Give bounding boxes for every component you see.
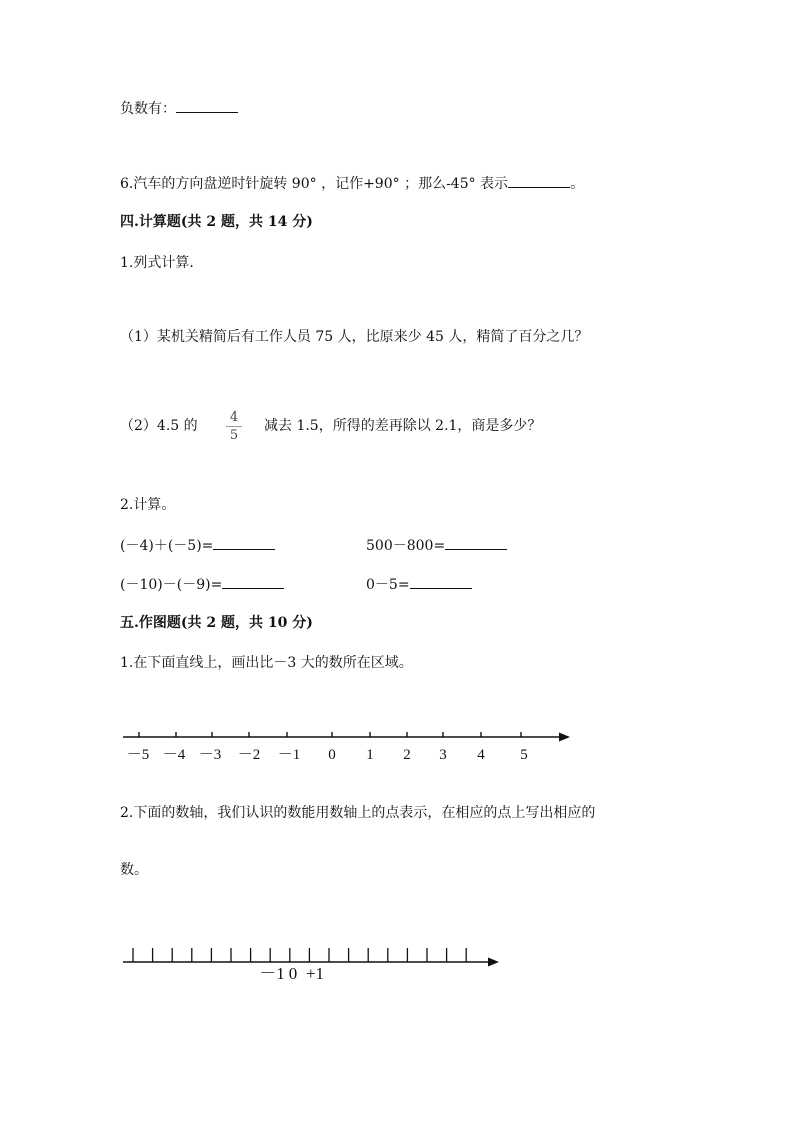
number-line-1-label: 5 bbox=[520, 747, 528, 763]
answer-blank-e1[interactable] bbox=[213, 535, 275, 550]
calc-1-part-1: （1）某机关精简后有工作人员 75 人，比原来少 45 人，精简了百分之几？ bbox=[120, 329, 589, 345]
answer-blank-e2[interactable] bbox=[445, 535, 507, 550]
answer-blank-e4[interactable] bbox=[410, 574, 472, 589]
number-line-1-label: 3 bbox=[439, 747, 447, 763]
number-line-2-label: +1 bbox=[305, 964, 325, 983]
fraction-numerator: 4 bbox=[229, 410, 239, 425]
number-line-1-label: －1 bbox=[277, 747, 301, 763]
section-4-title: 四.计算题(共 2 题，共 14 分) bbox=[120, 214, 313, 230]
question-6-text: 6.汽车的方向盘逆时针旋转 90° ，记作+90° ；那么-45° 表示 bbox=[120, 176, 509, 192]
answer-blank-e3[interactable] bbox=[222, 574, 284, 589]
number-line-1-label: －5 bbox=[126, 747, 150, 763]
calc-1-part-2-a: （2）4.5 的 bbox=[120, 418, 198, 434]
negative-label: 负数有： bbox=[120, 101, 176, 117]
section-5-title: 五.作图题(共 2 题，共 10 分) bbox=[120, 615, 313, 631]
number-line-2-label: －1 bbox=[259, 964, 285, 983]
expression-2 bbox=[366, 535, 507, 556]
number-line-1-label: 1 bbox=[366, 747, 374, 763]
expression-1 bbox=[120, 535, 275, 556]
calc-2-title: 2.计算。 bbox=[120, 497, 176, 513]
negative-numbers-line bbox=[120, 98, 238, 119]
draw-2-text-a: 2.下面的数轴，我们认识的数能用数轴上的点表示，在相应的点上写出相应的 bbox=[120, 805, 596, 821]
draw-2-text-b: 数。 bbox=[120, 862, 148, 878]
number-line-1[interactable] bbox=[118, 726, 578, 770]
fraction-denominator: 5 bbox=[229, 428, 239, 443]
number-line-1-label: －3 bbox=[198, 747, 222, 763]
calc-1-part-2-b: 减去 1.5，所得的差再除以 2.1，商是多少？ bbox=[264, 418, 542, 434]
answer-blank-q6[interactable] bbox=[508, 173, 570, 188]
number-line-2-label: 0 bbox=[288, 964, 298, 983]
expression-4-text: 0－5= bbox=[366, 577, 410, 593]
number-line-1-label: 4 bbox=[477, 747, 485, 763]
number-line-2[interactable] bbox=[118, 942, 508, 984]
expression-2-text: 500－800= bbox=[366, 538, 446, 554]
fraction-bar bbox=[226, 426, 242, 427]
calc-1-title: 1.列式计算. bbox=[120, 255, 194, 271]
number-line-1-label: －4 bbox=[162, 747, 186, 763]
expression-3-text: (－10)－(－9)= bbox=[120, 577, 223, 593]
number-line-1-label: 2 bbox=[403, 747, 411, 763]
number-line-1-label: －2 bbox=[237, 747, 261, 763]
fraction-four-fifths bbox=[226, 410, 242, 443]
expression-1-text: (－4)＋(－5)= bbox=[120, 538, 214, 554]
question-6-end: 。 bbox=[570, 176, 585, 192]
expression-3 bbox=[120, 574, 284, 595]
answer-blank-negative[interactable] bbox=[176, 98, 238, 113]
draw-1-text: 1.在下面直线上，画出比－3 大的数所在区域。 bbox=[120, 655, 413, 671]
number-line-1-label: 0 bbox=[328, 747, 336, 763]
expression-4 bbox=[366, 574, 472, 595]
question-6 bbox=[120, 173, 584, 194]
